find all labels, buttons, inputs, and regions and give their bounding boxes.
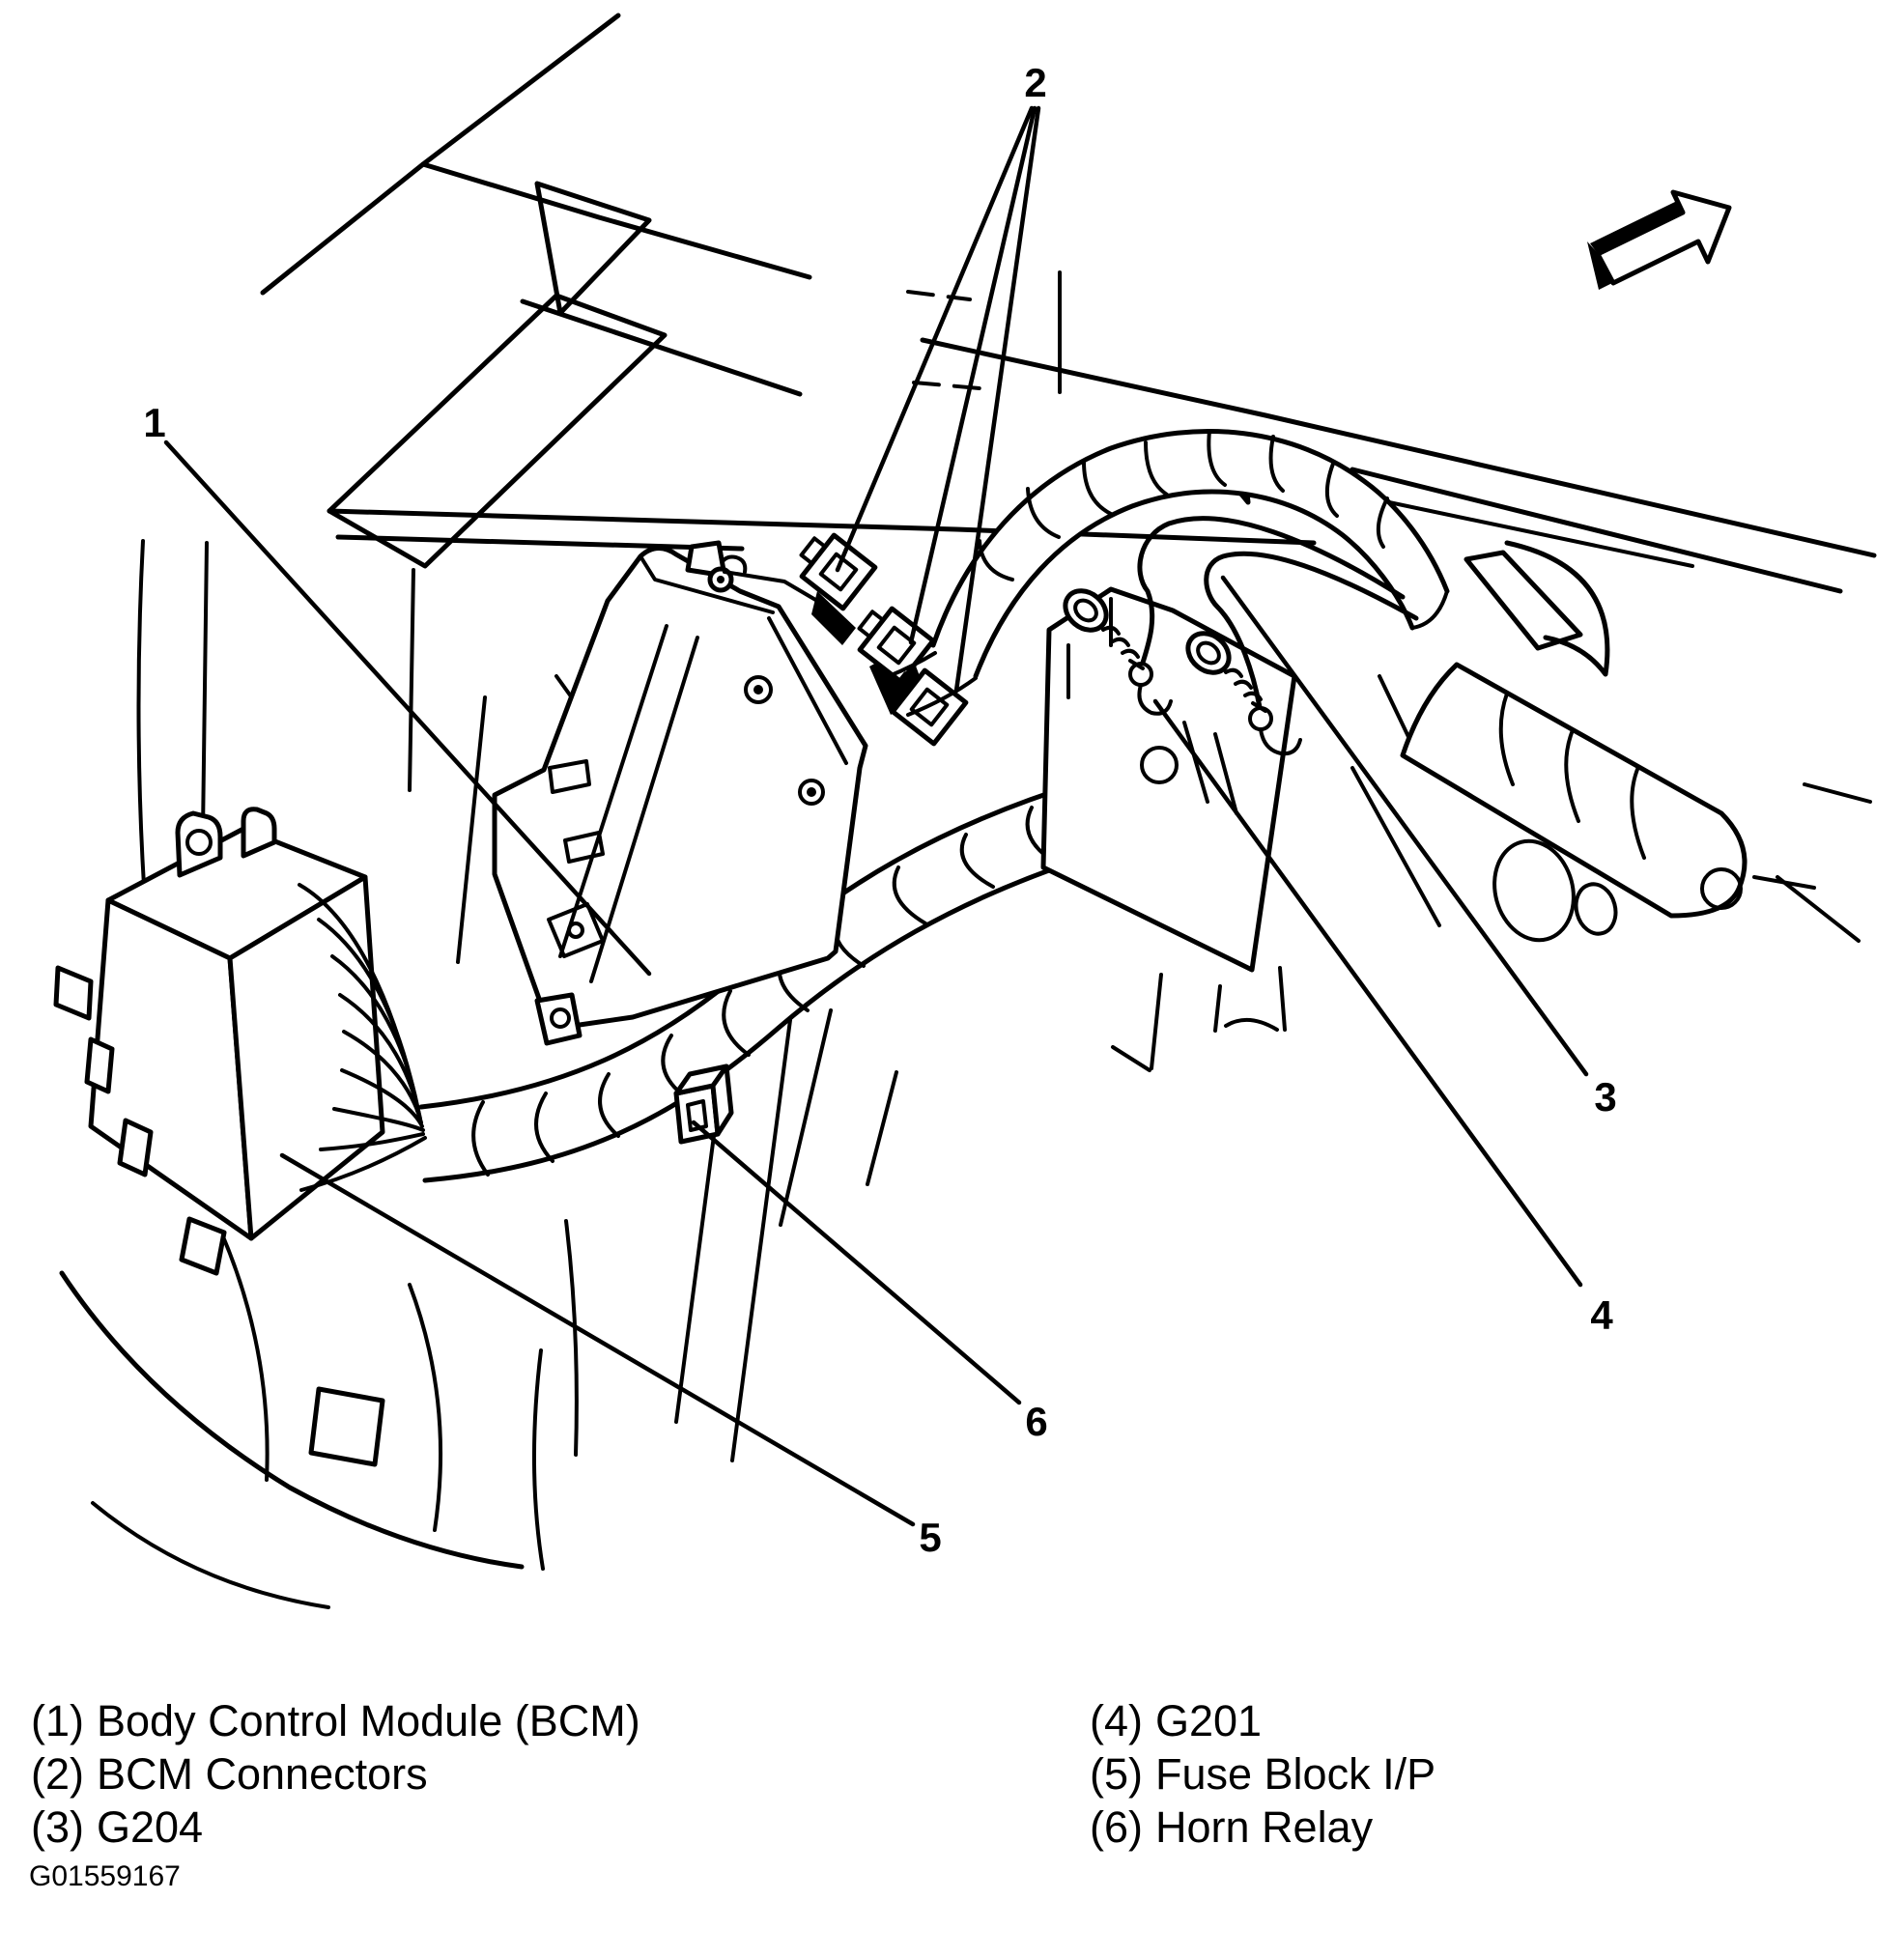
legend: [31, 1696, 1435, 1852]
legend-item-3: [31, 1802, 203, 1852]
legend-label: Fuse Block I/P: [1155, 1749, 1436, 1799]
callout-5: 5: [919, 1515, 942, 1560]
leader-6: [694, 1122, 1019, 1403]
figure-id: G01559167: [29, 1860, 181, 1892]
steering-column-tube: [1403, 665, 1745, 950]
legend-number: (2): [31, 1749, 84, 1799]
callout-4: 4: [1590, 1292, 1613, 1338]
leader-2a: [838, 108, 1032, 570]
legend-label: BCM Connectors: [97, 1749, 428, 1799]
legend-item-1: [31, 1696, 640, 1745]
leader-lines: [166, 108, 1586, 1524]
callout-2: 2: [1024, 60, 1047, 105]
legend-number: (3): [31, 1802, 84, 1852]
legend-item-6: [1090, 1802, 1374, 1852]
legend-item-5: [1090, 1749, 1435, 1799]
legend-label: G201: [1155, 1696, 1263, 1745]
fuse-block: [56, 809, 425, 1273]
callout-numbers: [143, 60, 1616, 1560]
legend-number: (4): [1090, 1696, 1143, 1745]
legend-number: (1): [31, 1696, 84, 1745]
ground-bracket: [1043, 589, 1294, 970]
direction-arrow-icon: [1587, 192, 1729, 290]
legend-label: Horn Relay: [1155, 1802, 1374, 1852]
legend-item-4: [1090, 1696, 1262, 1745]
legend-number: (5): [1090, 1749, 1143, 1799]
callout-3: 3: [1594, 1074, 1617, 1120]
leader-5: [282, 1155, 913, 1524]
legend-label: Body Control Module (BCM): [97, 1696, 640, 1745]
callout-1: 1: [143, 400, 166, 445]
legend-item-2: [31, 1749, 428, 1799]
legend-label: G204: [97, 1802, 204, 1852]
callout-6: 6: [1025, 1399, 1048, 1444]
legend-number: (6): [1090, 1802, 1143, 1852]
